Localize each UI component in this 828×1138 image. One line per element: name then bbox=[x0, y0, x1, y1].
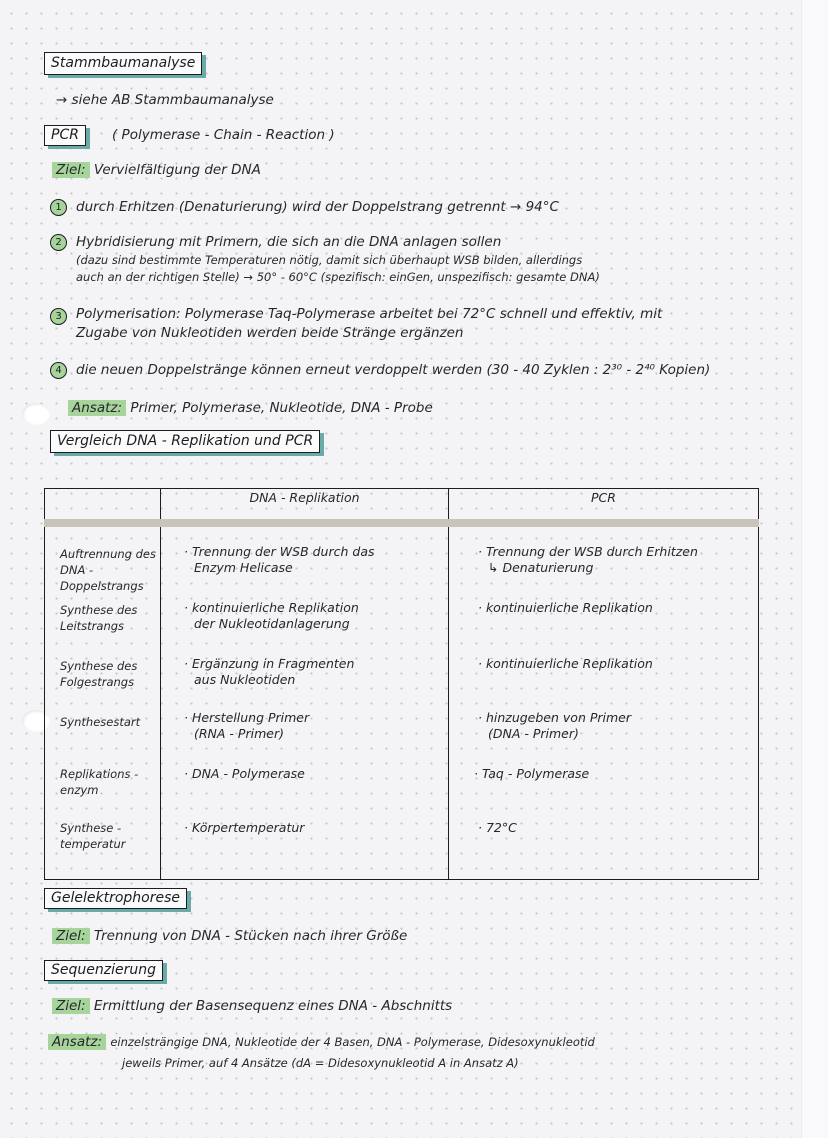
step-2-line: (dazu sind bestimmte Temperaturen nötig, damit sich überhaupt WSB bilden, allerdings bbox=[76, 253, 583, 267]
gel-goal bbox=[52, 928, 407, 944]
step-2-line: Hybridisierung mit Primern, die sich an die DNA anlagen sollen bbox=[76, 234, 502, 250]
step-number-3: 3 bbox=[50, 308, 67, 325]
step-3-line: Zugabe von Nukleotiden werden beide Stränge ergänzen bbox=[76, 325, 464, 341]
materials-line: einzelsträngige DNA, Nukleotide der 4 Basen, DNA - Polymerase, Didesoxynukleotid bbox=[110, 1035, 595, 1049]
row-label: Synthese des Leitstrangs bbox=[60, 603, 138, 633]
pcr-cell: · kontinuierliche Replikation bbox=[478, 656, 653, 671]
goal-text: Vervielfältigung der DNA bbox=[93, 162, 261, 178]
pcr-cell: · 72°C bbox=[478, 820, 517, 835]
seq-materials bbox=[48, 1034, 595, 1050]
page-edge bbox=[801, 0, 828, 1138]
replication-cell: · Trennung der WSB durch das Enzym Helicase bbox=[184, 544, 375, 575]
step-1-line: durch Erhitzen (Denaturierung) wird der Doppelstrang getrennt → 94°C bbox=[76, 199, 559, 215]
heading-pcr: PCR bbox=[44, 125, 86, 146]
step-number-2: 2 bbox=[50, 234, 67, 251]
pcr-cell: · kontinuierliche Replikation bbox=[478, 600, 653, 615]
goal-text: Ermittlung der Basensequenz eines DNA - Abschnitts bbox=[93, 998, 453, 1014]
label-column bbox=[45, 523, 161, 880]
materials-label: Ansatz: bbox=[48, 1034, 106, 1050]
replication-cell: · DNA - Polymerase bbox=[184, 766, 305, 781]
materials-text: Primer, Polymerase, Nukleotide, DNA - Probe bbox=[130, 400, 433, 416]
row-label: Replikations - enzym bbox=[60, 767, 139, 797]
goal-label: Ziel: bbox=[52, 928, 90, 944]
pcr-subtitle: ( Polymerase - Chain - Reaction ) bbox=[112, 127, 335, 143]
heading-pedigree: Stammbaumanalyse bbox=[44, 52, 202, 75]
replication-cell: · kontinuierliche Replikation der Nukleotidanlagerung bbox=[184, 600, 359, 631]
row-label: Synthesestart bbox=[60, 715, 141, 729]
seq-goal bbox=[52, 998, 452, 1014]
pedigree-note: → siehe AB Stammbaumanalyse bbox=[56, 92, 274, 108]
goal-label: Ziel: bbox=[52, 162, 90, 178]
table-body-row bbox=[45, 523, 759, 880]
table-header-cell: PCR bbox=[449, 489, 759, 524]
replication-cell: · Körpertemperatur bbox=[184, 820, 305, 835]
heading-sequencing: Sequenzierung bbox=[44, 960, 163, 981]
heading-compare: Vergleich DNA - Replikation und PCR bbox=[50, 430, 320, 453]
replication-cell: · Ergänzung in Fragmenten aus Nukleotiden bbox=[184, 656, 355, 687]
materials-line: jeweils Primer, auf 4 Ansätze (dA = Didesoxynukleotid A in Ansatz A) bbox=[122, 1056, 519, 1070]
punch-hole bbox=[22, 403, 50, 425]
pcr-materials bbox=[68, 400, 433, 416]
pcr-goal bbox=[52, 162, 261, 178]
pcr-column bbox=[449, 523, 759, 880]
comparison-table bbox=[44, 488, 759, 880]
step-4-line: die neuen Doppelstränge können erneut verdoppelt werden (30 - 40 Zyklen : 2³⁰ - 2⁴⁰ Kopien) bbox=[76, 362, 711, 378]
replication-column bbox=[161, 523, 449, 880]
pcr-cell: · Trennung der WSB durch Erhitzen ↳ Denaturierung bbox=[478, 544, 698, 575]
table-header-cell bbox=[45, 489, 161, 524]
step-3-line: Polymerisation: Polymerase Taq-Polymerase arbeitet bei 72°C schnell und effektiv, mit bbox=[76, 306, 663, 322]
goal-label: Ziel: bbox=[52, 998, 90, 1014]
row-label: Auftrennung des DNA - Doppelstrangs bbox=[60, 547, 156, 593]
step-2-line: auch an der richtigen Stelle) → 50° - 60°C (spezifisch: einGen, unspezifisch: gesamte DNA) bbox=[76, 270, 600, 284]
table-header-cell: DNA - Replikation bbox=[161, 489, 449, 524]
heading-gel: Gelelektrophorese bbox=[44, 888, 187, 909]
pcr-cell: · Taq - Polymerase bbox=[474, 766, 590, 781]
table-header-row bbox=[45, 489, 759, 524]
row-label: Synthese - temperatur bbox=[60, 821, 126, 851]
pcr-cell: · hinzugeben von Primer (DNA - Primer) bbox=[478, 710, 631, 741]
row-label: Synthese des Folgestrangs bbox=[60, 659, 138, 689]
materials-label: Ansatz: bbox=[68, 400, 126, 416]
goal-text: Trennung von DNA - Stücken nach ihrer Größe bbox=[93, 928, 408, 944]
step-number-4: 4 bbox=[50, 362, 67, 379]
step-number-1: 1 bbox=[50, 199, 67, 216]
replication-cell: · Herstellung Primer (RNA - Primer) bbox=[184, 710, 310, 741]
